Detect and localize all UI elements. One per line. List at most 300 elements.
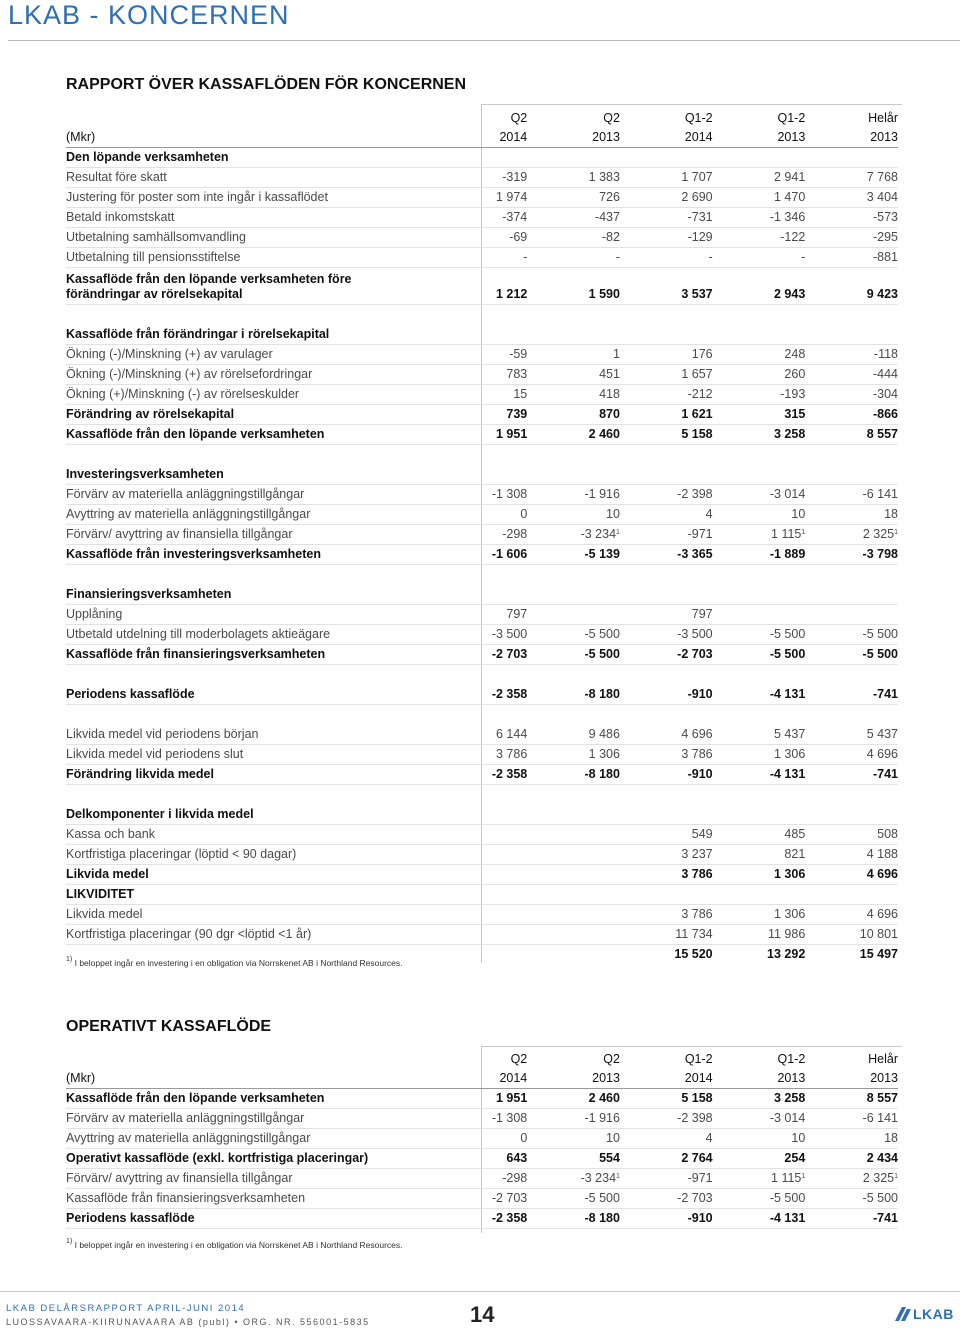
table-cell [805, 665, 898, 686]
table-cell [435, 345, 528, 365]
cell-value: 418 [599, 387, 620, 401]
column-header-year: 2014 [620, 1069, 713, 1089]
table-cell [620, 845, 713, 865]
table-cell [435, 845, 528, 865]
table-row-forandring-likvida-medel [66, 765, 898, 785]
table-cell [713, 745, 806, 765]
cell-value: 8 557 [866, 1091, 898, 1105]
cell-value: 3 404 [866, 190, 898, 204]
table-cell [713, 1109, 806, 1129]
cell-value: 2 764 [681, 1151, 713, 1165]
table-cell [435, 1129, 528, 1149]
cell-value: -910 [687, 1211, 713, 1225]
cell-value: 2 325 [862, 527, 895, 541]
table-cell [805, 268, 898, 305]
cell-value: - [708, 250, 713, 264]
row-label: Resultat före skatt [66, 168, 435, 188]
cell-value: -1 889 [769, 547, 806, 561]
row-label: Kassaflöde från finansieringsverksamheten [66, 645, 435, 665]
table-row-likvida-medel-vid-periodens-borjan [66, 725, 898, 745]
row-label: Utbetalning till pensionsstiftelse [66, 248, 435, 268]
row-label: Delkomponenter i likvida medel [66, 805, 435, 825]
row-label [66, 445, 435, 466]
table-cell [805, 845, 898, 865]
table-cell [527, 765, 620, 785]
table-cell [805, 885, 898, 905]
unit-label: (Mkr) [66, 128, 435, 148]
table-cell [713, 905, 806, 925]
table-cell [713, 1129, 806, 1149]
table-cell [713, 625, 806, 645]
row-label: Likvida medel [66, 865, 435, 885]
table-cell [527, 305, 620, 326]
table-cell [435, 605, 528, 625]
cell-value: 1 974 [495, 190, 528, 204]
cell-value: 3 786 [681, 867, 713, 881]
cell-value: 1 590 [588, 287, 620, 301]
table-cell [435, 725, 528, 745]
table-cell [620, 865, 713, 885]
footnote-ref: 1 [801, 529, 806, 536]
table-cell [805, 168, 898, 188]
table-cell [805, 208, 898, 228]
table-row-okning-minskning-av-rorelseskulder [66, 385, 898, 405]
unit-label: (Mkr) [66, 1069, 435, 1089]
cell-value: -573 [872, 210, 898, 224]
column-header-year: 2014 [435, 128, 528, 148]
table-cell [435, 805, 528, 825]
column-header-period: Q2 [603, 111, 620, 125]
table-cell [713, 765, 806, 785]
table-cell [805, 865, 898, 885]
cell-value: -4 131 [769, 1211, 806, 1225]
cell-value: 2 941 [774, 170, 806, 184]
table-cell [805, 1189, 898, 1209]
table-row-forandring-av-rorelsekapital [66, 405, 898, 425]
table-cell [620, 465, 713, 485]
cell-value: -444 [872, 367, 898, 381]
cell-value: 508 [877, 827, 898, 841]
cell-value: 9 486 [588, 727, 620, 741]
row-label: Kassa och bank [66, 825, 435, 845]
page-title: LKAB - KONCERNEN [8, 0, 290, 30]
cell-value: -1 916 [584, 487, 620, 501]
table-cell [713, 925, 806, 945]
cell-value: 4 696 [866, 907, 898, 921]
table-cell [713, 325, 806, 345]
cell-value: -298 [502, 1171, 528, 1185]
cell-value: -5 500 [862, 647, 898, 661]
table-row-forvarv-avyttring-av-finansiella-tillgangar [66, 525, 898, 545]
table-cell [620, 625, 713, 645]
table-cell [527, 705, 620, 726]
table-row-likvida-medel-vid-periodens-slut [66, 745, 898, 765]
table-cell [527, 545, 620, 565]
table-cell [713, 445, 806, 466]
table-cell [435, 1149, 528, 1169]
cell-value: 10 [606, 507, 620, 521]
table-cell [620, 885, 713, 905]
row-label: Kassaflöde från finansieringsverksamheten [66, 1189, 435, 1209]
cell-value: -881 [872, 250, 898, 264]
row-label: Förändring likvida medel [66, 765, 435, 785]
cashflow-footnote [66, 958, 403, 968]
table-cell [527, 905, 620, 925]
cell-value: -69 [509, 230, 528, 244]
row-label: Förvärv/ avyttring av finansiella tillgångar [66, 1169, 435, 1189]
table-cell [620, 148, 713, 168]
table-cell [527, 445, 620, 466]
table-cell [805, 1109, 898, 1129]
table-cell [435, 1169, 528, 1189]
cell-value: -8 180 [584, 767, 620, 781]
column-header-period: Q2 [603, 1052, 620, 1066]
table-cell [435, 905, 528, 925]
column-header-year: 2013 [527, 1069, 620, 1089]
column-header-year: 2013 [527, 128, 620, 148]
spacer-row [66, 785, 898, 806]
column-header-period: Q1-2 [777, 111, 806, 125]
cell-value: - [615, 250, 620, 264]
table-cell [805, 765, 898, 785]
cell-value: -2 703 [677, 647, 713, 661]
table-cell [713, 188, 806, 208]
cashflow-table [66, 109, 898, 964]
cell-value: 1 306 [774, 867, 806, 881]
table-row-utbetalning-samhallsomvandling [66, 228, 898, 248]
table-cell [805, 625, 898, 645]
cell-value: 260 [784, 367, 806, 381]
table-cell [527, 725, 620, 745]
cell-value: -731 [687, 210, 713, 224]
table-cell [435, 168, 528, 188]
cell-value: 15 [513, 387, 528, 401]
table-cell [435, 228, 528, 248]
row-label: Förvärv av materiella anläggningstillgångar [66, 1109, 435, 1129]
cell-value: -866 [872, 407, 898, 421]
table-cell [527, 885, 620, 905]
table-row-likvida-medel [66, 865, 898, 885]
table-cell [527, 485, 620, 505]
table-cell [620, 905, 713, 925]
table-cell [713, 365, 806, 385]
row-label: Utbetald utdelning till moderbolagets aktieägare [66, 625, 435, 645]
row-label: Periodens kassaflöde [66, 1209, 435, 1229]
table-cell [713, 525, 806, 545]
table-cell [527, 785, 620, 806]
table-cell [805, 485, 898, 505]
cell-value: 1 212 [495, 287, 528, 301]
cell-value: 10 [791, 1131, 806, 1145]
table-cell [527, 1129, 620, 1149]
table-row-forvarv-avyttring-av-finansiella-tillgangar [66, 1169, 898, 1189]
table-cell [620, 505, 713, 525]
table-cell [527, 345, 620, 365]
table-cell [620, 1209, 713, 1229]
cell-value: - [801, 250, 806, 264]
cell-value: 0 [520, 507, 528, 521]
cell-value: 2 460 [588, 1091, 620, 1105]
table-cell [435, 585, 528, 605]
table-cell [620, 525, 713, 545]
table-cell [435, 425, 528, 445]
cell-value: -437 [594, 210, 620, 224]
row-label [66, 705, 435, 726]
cell-value: 4 [705, 1131, 713, 1145]
cell-value: -319 [502, 170, 528, 184]
cell-value: -5 500 [584, 1191, 620, 1205]
cell-value: 4 188 [866, 847, 898, 861]
table-cell [435, 705, 528, 726]
cell-value: 797 [506, 607, 528, 621]
footnote-text: I beloppet ingår en investering i en obligation via Norrskenet AB i Northland Resources. [74, 1240, 403, 1250]
table-row-avyttring-av-materiella-anlaggningstillgangar [66, 1129, 898, 1149]
spacer-row [66, 705, 898, 726]
cell-value: -2 358 [491, 767, 528, 781]
table-cell [620, 405, 713, 425]
cell-value: 3 237 [681, 847, 713, 861]
table-cell [713, 305, 806, 326]
cell-value: -4 131 [769, 767, 806, 781]
row-label: Kortfristiga placeringar (löptid < 90 dagar) [66, 845, 435, 865]
row-label: Kassaflöde från förändringar i rörelsekapital [66, 325, 435, 345]
row-label-line2: förändringar av rörelsekapital [66, 287, 243, 301]
table-cell [620, 1189, 713, 1209]
table-cell [620, 725, 713, 745]
cell-value: 1 [612, 347, 620, 361]
cell-value: 248 [784, 347, 806, 361]
column-header-period: Q1-2 [684, 111, 713, 125]
row-label: Justering för poster som inte ingår i kassaflödet [66, 188, 435, 208]
cell-value: 4 [705, 507, 713, 521]
cell-value: 739 [506, 407, 528, 421]
table-cell [527, 148, 620, 168]
row-label: Finansieringsverksamheten [66, 585, 435, 605]
footnote-mark: 1) [66, 956, 73, 963]
spacer-row [66, 665, 898, 686]
table-cell [527, 825, 620, 845]
table-row-operativt-kassaflode-exkl-kortfristiga-placeringar [66, 1149, 898, 1169]
table-cell [805, 905, 898, 925]
table-cell [527, 248, 620, 268]
table-cell [713, 1089, 806, 1109]
table-cell [805, 385, 898, 405]
table-cell [527, 645, 620, 665]
table-cell [805, 148, 898, 168]
header-row-year [66, 1069, 898, 1089]
cell-value: -2 703 [491, 647, 528, 661]
cell-value: -374 [502, 210, 528, 224]
row-label: Operativt kassaflöde (exkl. kortfristiga placeringar) [66, 1149, 435, 1169]
table-cell [435, 305, 528, 326]
column-header-period: Q2 [510, 111, 528, 125]
row-label: Investeringsverksamheten [66, 465, 435, 485]
table-cell [805, 505, 898, 525]
table-cell [620, 425, 713, 445]
table-row-kortfristiga-placeringar-90-dgr-loptid-1-ar [66, 925, 898, 945]
table-cell [527, 605, 620, 625]
table-cell [620, 1109, 713, 1129]
operative-table [66, 1050, 898, 1229]
table-cell [713, 425, 806, 445]
table-row-kassaflode-fran-finansieringsverksamheten [66, 645, 898, 665]
table-cell [435, 385, 528, 405]
cell-value: 3 786 [681, 747, 713, 761]
cell-value: 4 696 [866, 747, 898, 761]
column-header-period: Q2 [510, 1052, 528, 1066]
cell-value: -295 [872, 230, 898, 244]
table-cell [527, 745, 620, 765]
cell-value: 1 115 [771, 527, 802, 541]
row-label: Kassaflöde från den löpande verksamheten [66, 1089, 435, 1109]
row-label: Kassaflöde från den löpande verksamheten [66, 425, 435, 445]
table-cell [435, 1089, 528, 1109]
row-label [66, 665, 435, 686]
table-cell [713, 645, 806, 665]
row-label: LIKVIDITET [66, 885, 435, 905]
table-cell [805, 1169, 898, 1189]
table-row-resultat-fore-skatt [66, 168, 898, 188]
table-cell [713, 465, 806, 485]
row-label: Utbetalning samhällsomvandling [66, 228, 435, 248]
row-label: Kortfristiga placeringar (90 dgr <löptid <1 år) [66, 925, 435, 945]
cell-value: 549 [691, 827, 713, 841]
table-cell [620, 365, 713, 385]
column-header-period: Helår [868, 1052, 898, 1066]
cell-value: 176 [691, 347, 713, 361]
table-cell [805, 325, 898, 345]
table-row-finansieringsverksamheten [66, 585, 898, 605]
table-cell [435, 625, 528, 645]
table-cell [805, 525, 898, 545]
footer-divider [0, 1291, 960, 1292]
cell-value: 3 786 [681, 907, 713, 921]
table-cell [435, 565, 528, 586]
table-cell [620, 645, 713, 665]
table-cell [435, 685, 528, 705]
table-cell [713, 345, 806, 365]
cell-value: 1 621 [681, 407, 713, 421]
table-cell [620, 765, 713, 785]
table-cell [713, 865, 806, 885]
row-label [66, 305, 435, 326]
table-row-upplaning [66, 605, 898, 625]
table-cell [805, 445, 898, 466]
cell-value: -5 500 [769, 1191, 806, 1205]
cell-value: -212 [687, 387, 713, 401]
cell-value: 5 158 [681, 427, 713, 441]
cell-value: -5 139 [584, 547, 620, 561]
cell-value: 7 768 [866, 170, 898, 184]
header-row-year [66, 128, 898, 148]
table-cell [435, 645, 528, 665]
table-cell [435, 1109, 528, 1129]
table-cell [620, 485, 713, 505]
cell-value: -193 [780, 387, 806, 401]
table-cell [435, 268, 528, 305]
table-row-delkomponenter-i-likvida-medel [66, 805, 898, 825]
table-cell [620, 825, 713, 845]
cell-value: 1 306 [774, 907, 806, 921]
cell-value: 0 [520, 1131, 528, 1145]
table-cell [805, 1129, 898, 1149]
table-cell [805, 365, 898, 385]
cell-value: -910 [687, 687, 713, 701]
table-row-periodens-kassaflode [66, 685, 898, 705]
table-cell [805, 188, 898, 208]
row-label: Den löpande verksamheten [66, 148, 435, 168]
cell-value: 9 423 [866, 287, 898, 301]
cell-value: -5 500 [862, 1191, 898, 1205]
cell-value: -2 358 [491, 1211, 528, 1225]
table-cell [805, 1149, 898, 1169]
table-cell [713, 485, 806, 505]
cell-value: 15 497 [859, 947, 898, 961]
table-cell [805, 305, 898, 326]
table-cell [527, 585, 620, 605]
table-cell [435, 445, 528, 466]
cell-value: -3 234 [580, 527, 617, 541]
cell-value: -59 [509, 347, 528, 361]
table-row-justering-for-poster-som-inte-ingar-i-kassaflodet [66, 188, 898, 208]
cell-value: -8 180 [584, 1211, 620, 1225]
table-cell [805, 685, 898, 705]
cell-value: -4 131 [769, 687, 806, 701]
table-cell [435, 325, 528, 345]
table-cell [805, 1089, 898, 1109]
table-cell [527, 1149, 620, 1169]
table-cell [620, 268, 713, 305]
row-label: Likvida medel vid periodens slut [66, 745, 435, 765]
column-header-year: 2014 [435, 1069, 528, 1089]
table-cell [620, 925, 713, 945]
table-row-avyttring-av-materiella-anlaggningstillgangar [66, 505, 898, 525]
cell-value: 6 144 [495, 727, 528, 741]
table-row-kassaflode-fran-den-lopande-verksamheten [66, 425, 898, 445]
table-cell [805, 405, 898, 425]
cell-value: 315 [784, 407, 806, 421]
cell-value: -1 308 [491, 487, 528, 501]
table-row-kortfristiga-placeringar-loptid-90-dagar [66, 845, 898, 865]
table-cell [435, 745, 528, 765]
cell-value: -5 500 [769, 647, 806, 661]
table-cell [620, 665, 713, 686]
table-cell [527, 168, 620, 188]
table-cell [713, 685, 806, 705]
table-cell [620, 228, 713, 248]
table-row-forvarv-av-materiella-anlaggningstillgangar [66, 485, 898, 505]
cell-value: 2 690 [681, 190, 713, 204]
table-cell [527, 805, 620, 825]
table-cell [435, 505, 528, 525]
table-cell [805, 785, 898, 806]
cell-value: -5 500 [584, 647, 620, 661]
table-cell [435, 865, 528, 885]
cell-value: 4 696 [866, 867, 898, 881]
cell-value: -5 500 [769, 627, 806, 641]
footer-company: LUOSSAVAARA-KIIRUNAVAARA AB (publ) • ORG. NR. 556001-5835 [6, 1317, 370, 1327]
row-label [66, 268, 435, 305]
table-cell [805, 585, 898, 605]
table-cell [620, 945, 713, 965]
cell-value: 5 437 [866, 727, 898, 741]
table-cell [713, 385, 806, 405]
table-cell [713, 168, 806, 188]
table-cell [620, 605, 713, 625]
row-label [66, 565, 435, 586]
table-cell [713, 845, 806, 865]
table-cell [620, 208, 713, 228]
